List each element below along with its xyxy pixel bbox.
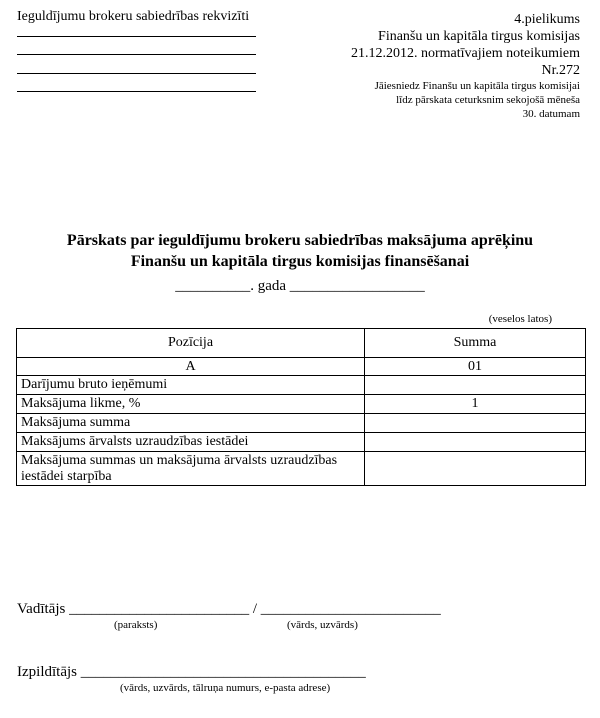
row-position: Darījumu bruto ieņēmumi (17, 376, 365, 395)
requisites-title: Ieguldījumu brokeru sabiedrības rekvizīti (17, 9, 250, 24)
executor-signature (17, 664, 366, 681)
table-row (17, 376, 586, 395)
annex-note-3: 30. datumam (522, 108, 580, 120)
code-position: A (17, 358, 365, 376)
annex-line-2: 21.12.2012. normatīvajiem noteikumiem (350, 46, 580, 61)
table-row (17, 452, 586, 486)
head-signature (17, 601, 441, 618)
row-position: Maksājuma summa (17, 414, 365, 433)
report-title-line-2: Finanšu un kapitāla tirgus komisijas finansēšanai (130, 253, 470, 270)
executor-caption: (vārds, uzvārds, tālruņa numurs, e-pasta adrese) (120, 682, 331, 694)
requisites-line-2 (17, 54, 256, 55)
annex-nr: Nr.272 (541, 63, 580, 78)
row-sum[interactable] (365, 433, 586, 452)
requisites-line-3 (17, 73, 256, 74)
row-sum[interactable] (365, 414, 586, 433)
row-position: Maksājuma summas un maksājuma ārvalsts uzraudzības iestādei starpība (17, 452, 365, 486)
row-sum[interactable] (365, 376, 586, 395)
header-position: Pozīcija (17, 329, 365, 358)
report-table (16, 328, 586, 486)
head-label: Vadītājs (17, 601, 66, 617)
units-note: (veselos latos) (488, 313, 552, 325)
table-row (17, 433, 586, 452)
row-sum[interactable] (365, 452, 586, 486)
row-position: Maksājuma likme, % (17, 395, 365, 414)
executor-line[interactable]: ______________________________________ (80, 664, 366, 680)
row-position: Maksājums ārvalsts uzraudzības iestādei (17, 433, 365, 452)
executor-label: Izpildītājs (17, 664, 77, 680)
head-line[interactable]: ________________________ / ________________________ (69, 601, 441, 617)
report-year-line: __________. gada __________________ (175, 278, 425, 294)
table-row (17, 395, 586, 414)
report-title (0, 230, 600, 272)
row-sum[interactable]: 1 (365, 395, 586, 414)
header-sum: Summa (365, 329, 586, 358)
code-sum: 01 (365, 358, 586, 376)
annex-note-2: līdz pārskata ceturksnim sekojošā mēneša (396, 94, 580, 106)
table-code-row (17, 358, 586, 376)
signature-caption: (paraksts) (114, 619, 158, 631)
annex-note-1: Jāiesniedz Finanšu un kapitāla tirgus komisijai (374, 80, 580, 92)
name-caption: (vārds, uzvārds) (287, 619, 358, 631)
requisites-line-4 (17, 91, 256, 92)
table-header-row (17, 329, 586, 358)
annex-number: 4.pielikums (514, 12, 580, 27)
report-title-line-1: Pārskats par ieguldījumu brokeru sabiedrības maksājuma aprēķinu (66, 232, 534, 249)
table-row (17, 414, 586, 433)
annex-line-1: Finanšu un kapitāla tirgus komisijas (378, 29, 580, 44)
requisites-line-1 (17, 36, 256, 37)
annex-block (351, 11, 580, 121)
